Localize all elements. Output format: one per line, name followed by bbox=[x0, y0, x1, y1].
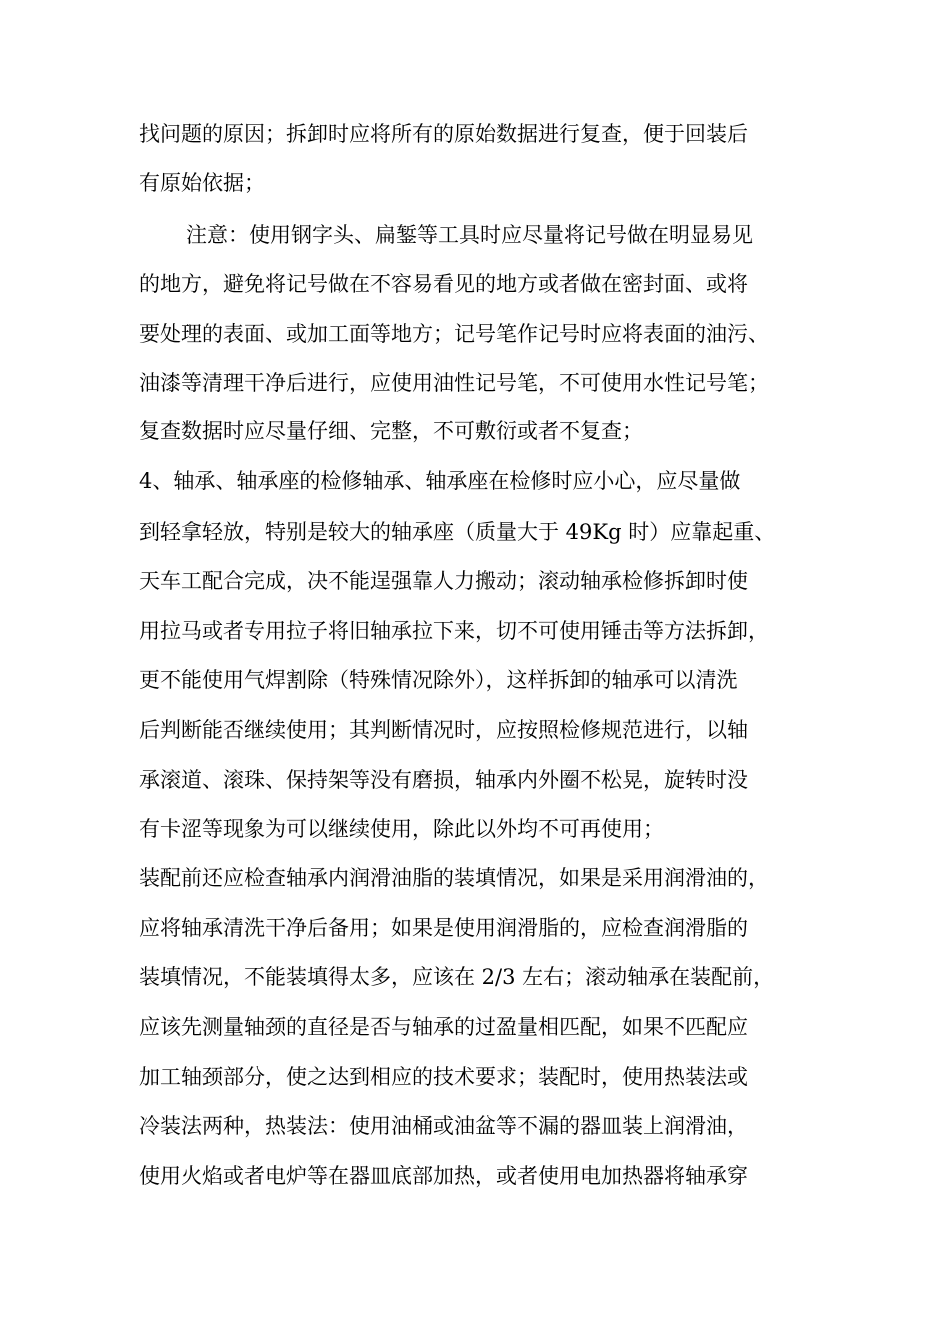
text-line: 用拉马或者专用拉子将旧轴承拉下来，切不可使用锤击等方法拆卸， bbox=[139, 619, 769, 643]
text-line: 应将轴承清洗干净后备用；如果是使用润滑脂的，应检查润滑脂的 bbox=[139, 916, 748, 940]
text-line: 使用火焰或者电炉等在器皿底部加热，或者使用电加热器将轴承穿 bbox=[139, 1164, 748, 1188]
text-line: 应该先测量轴颈的直径是否与轴承的过盈量相匹配，如果不匹配应 bbox=[139, 1015, 748, 1039]
text-line: 到轻拿轻放，特别是较大的轴承座（质量大于 49Kg 时）应靠起重、 bbox=[139, 520, 776, 544]
text-line: 复查数据时应尽量仔细、完整，不可敷衍或者不复查； bbox=[139, 419, 643, 443]
text-line: 有原始依据； bbox=[139, 171, 265, 195]
text-line: 更不能使用气焊割除（特殊情况除外），这样拆卸的轴承可以清洗 bbox=[139, 668, 738, 692]
text-line: 加工轴颈部分，使之达到相应的技术要求；装配时，使用热装法或 bbox=[139, 1065, 748, 1089]
text-line: 有卡涩等现象为可以继续使用，除此以外均不可再使用； bbox=[139, 817, 664, 841]
text-line: 找问题的原因；拆卸时应将所有的原始数据进行复查，便于回装后 bbox=[139, 122, 748, 146]
text-line: 装配前还应检查轴承内润滑油脂的装填情况，如果是采用润滑油的， bbox=[139, 866, 769, 890]
text-line: 4、轴承、轴承座的检修轴承、轴承座在检修时应小心，应尽量做 bbox=[139, 469, 741, 493]
text-line: 的地方，避免将记号做在不容易看见的地方或者做在密封面、或将 bbox=[139, 272, 748, 296]
text-line: 注意：使用钢字头、扁錾等工具时应尽量将记号做在明显易见 bbox=[186, 223, 753, 247]
text-line: 冷装法两种，热装法：使用油桶或油盆等不漏的器皿装上润滑油， bbox=[139, 1114, 748, 1138]
text-line: 天车工配合完成，决不能逞强靠人力搬动；滚动轴承检修拆卸时使 bbox=[139, 569, 748, 593]
text-line: 装填情况，不能装填得太多，应该在 2/3 左右；滚动轴承在装配前， bbox=[139, 965, 775, 989]
text-line: 要处理的表面、或加工面等地方；记号笔作记号时应将表面的油污、 bbox=[139, 322, 769, 346]
text-line: 承滚道、滚珠、保持架等没有磨损，轴承内外圈不松晃，旋转时没 bbox=[139, 768, 748, 792]
text-line: 油漆等清理干净后进行，应使用油性记号笔，不可使用水性记号笔； bbox=[139, 371, 769, 395]
text-line: 后判断能否继续使用；其判断情况时，应按照检修规范进行，以轴 bbox=[139, 718, 748, 742]
